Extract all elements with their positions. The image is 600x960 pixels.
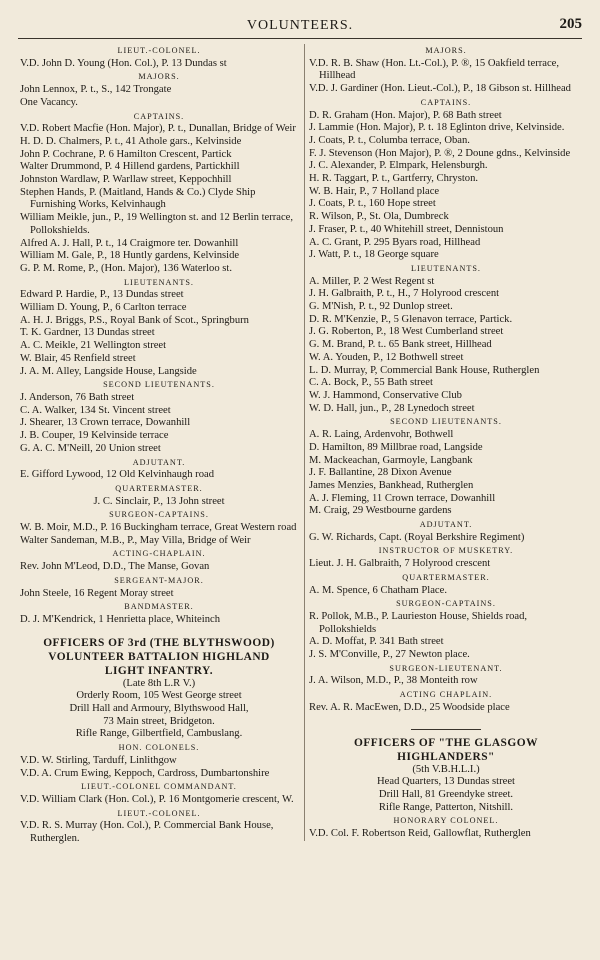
- directory-entry: J. B. Couper, 19 Kelvinside terrace: [20, 430, 169, 442]
- directory-entry: J. Coats, P. t., Columba terrace, Oban.: [309, 134, 470, 146]
- directory-entry: Rev. A. R. MacEwen, D.D., 25 Woodside place: [309, 701, 510, 713]
- directory-entry: J. S. M'Conville, P., 27 Newton place.: [309, 649, 470, 661]
- section-divider: [411, 729, 481, 730]
- directory-entry: Walter Sandeman, M.B., P., May Villa, Bridge of Weir: [20, 534, 251, 546]
- directory-entry: W. B. Hair, P., 7 Holland place: [309, 185, 440, 197]
- entry-list: [20, 794, 298, 807]
- directory-entry: H. D. D. Chalmers, P. t., 41 Athole gars., Kelvinside: [20, 135, 242, 147]
- section-heading: ADJUTANT.: [132, 457, 186, 467]
- directory-entry: V.D. W. Stirling, Tarduff, Linlithgow: [20, 754, 177, 766]
- directory-entry: J. G. Roberton, P., 18 West Cumberland street: [309, 326, 504, 338]
- directory-entry: A. D. Moffat, P. 341 Bath street: [309, 636, 444, 648]
- directory-entry: J. A. M. Alley, Langside House, Langside: [20, 365, 197, 377]
- directory-entry: G. P. M. Rome, P., (Hon. Major), 136 Waterloo st.: [20, 262, 232, 274]
- section-heading: SERGEANT-MAJOR.: [114, 575, 204, 585]
- entry-list: [309, 58, 583, 96]
- directory-entry: V.D. J. Gardiner (Hon. Lieut.-Col.), P., 18 Gibson st. Hillhead: [309, 83, 571, 95]
- directory-entry: VOLUNTEER BATTALION HIGHLAND: [48, 650, 270, 663]
- section-heading: QUARTERMASTER.: [402, 572, 490, 582]
- entry-list: [20, 614, 298, 627]
- directory-entry: G. W. Richards, Capt. (Royal Berkshire Regiment): [309, 531, 525, 543]
- directory-entry: LIGHT INFANTRY.: [104, 664, 214, 677]
- directory-entry: V.D. R. S. Murray (Hon. Col.), P. Commercial Bank House, Rutherglen.: [20, 820, 274, 845]
- entry-list: [20, 289, 298, 378]
- section-heading: LIEUTENANTS.: [411, 263, 481, 273]
- directory-entry: A. R. Laing, Ardenvohr, Bothwell: [309, 429, 454, 441]
- section-heading: ACTING CHAPLAIN.: [399, 690, 493, 700]
- directory-entry: John Steele, 16 Regent Moray street: [20, 587, 174, 599]
- directory-entry: A. Miller, P. 2 West Regent st: [309, 275, 435, 287]
- directory-entry: Drill Hall, 81 Greendyke street.: [378, 788, 514, 800]
- entry-list: [309, 675, 583, 688]
- directory-entry: One Vacancy.: [20, 96, 78, 108]
- directory-entry: J. Lammie (Hon. Major), P. t. 18 Eglinton drive, Kelvinside.: [309, 122, 565, 134]
- directory-entry: J. Shearer, 13 Crown terrace, Dowanhill: [20, 417, 191, 429]
- entry-list: [20, 469, 298, 482]
- battalion-title: [20, 636, 298, 678]
- directory-entry: W. Blair, 45 Renfield street: [20, 352, 136, 364]
- entry-list: [20, 636, 298, 678]
- directory-entry: H. R. Taggart, P. t., Gartferry, Chryston.: [309, 173, 479, 185]
- section-heading: LIEUT.-COLONEL COMMANDANT.: [81, 782, 237, 792]
- directory-entry: John Lennox, P. t., S., 142 Trongate: [20, 84, 172, 96]
- section-heading: LIEUTENANTS.: [124, 277, 194, 287]
- section-heading: INSTRUCTOR OF MUSKETRY.: [378, 546, 514, 556]
- directory-entry: J. A. Wilson, M.D., P., 38 Monteith row: [309, 675, 478, 687]
- section-heading: CAPTAINS.: [133, 111, 185, 121]
- directory-entry: OFFICERS OF 3rd (THE BLYTHSWOOD): [43, 636, 275, 649]
- directory-entry: J. F. Ballantine, 28 Dixon Avenue: [309, 467, 452, 479]
- entry-list: [20, 678, 298, 742]
- section-heading: MAJORS.: [138, 72, 180, 82]
- directory-entry: J. Coats, P. t., 160 Hope street: [309, 198, 436, 210]
- section-heading: LIEUT.-COLONEL.: [117, 46, 201, 55]
- entry-list: [20, 588, 298, 601]
- entry-list: [20, 820, 298, 845]
- running-title: VOLUNTEERS.: [246, 18, 354, 33]
- directory-entry: Stephen Hands, P. (Maitland, Hands & Co.) Clyde Ship Furnishing Works, Kelvinhaugh: [20, 186, 256, 211]
- directory-entry: (5th V.B.H.L.I.): [412, 763, 480, 775]
- directory-entry: T. K. Gardner, 13 Dundas street: [20, 327, 155, 339]
- entry-list: [309, 611, 583, 662]
- section-heading: CAPTAINS.: [420, 97, 472, 107]
- entry-list: [20, 496, 298, 509]
- entry-list: [309, 736, 583, 764]
- directory-entry: William Meikle, jun., P., 19 Wellington st. and 12 Berlin terrace, Pollokshields.: [20, 212, 294, 236]
- directory-entry: Johnston Wardlaw, P. Warllaw street, Keppochhill: [20, 174, 232, 186]
- directory-entry: W. D. Hall, jun., P., 28 Lynedoch street: [309, 402, 475, 414]
- directory-entry: D. J. M'Kendrick, 1 Henrietta place, Whiteinch: [20, 613, 220, 625]
- page-number: 205: [559, 16, 582, 32]
- entry-list: [309, 828, 583, 841]
- entry-list: [20, 58, 298, 71]
- section-heading: ACTING-CHAPLAIN.: [112, 549, 206, 559]
- directory-entry: 73 Main street, Bridgeton.: [103, 715, 215, 727]
- directory-entry: M. Craig, 29 Westbourne gardens: [309, 505, 452, 517]
- entry-list: [309, 110, 583, 262]
- page-header: [18, 14, 582, 39]
- directory-entry: John P. Cochrane, P. 6 Hamilton Crescent, Partick: [20, 148, 232, 160]
- directory-entry: G. M'Nish, P. t., 92 Dunlop street.: [309, 301, 453, 313]
- entry-list: [20, 755, 298, 780]
- directory-entry: R. Pollok, M.B., P. Laurieston House, Shields road, Pollokshields: [309, 610, 528, 635]
- section-heading: SECOND LIEUTENANTS.: [103, 380, 215, 390]
- directory-entry: Rifle Range, Patterton, Nitshill.: [378, 801, 514, 813]
- directory-entry: D. Hamilton, 89 Millbrae road, Langside: [309, 441, 483, 453]
- section-heading: ADJUTANT.: [419, 520, 473, 530]
- directory-entry: William D. Young, P., 6 Carlton terrace: [20, 302, 187, 314]
- left-column: [20, 44, 298, 846]
- highlanders-title: [309, 736, 583, 764]
- entry-list: [20, 392, 298, 456]
- directory-entry: W. A. Youden, P., 12 Bothwell street: [309, 351, 464, 363]
- directory-entry: R. Wilson, P., St. Ola, Dumbreck: [309, 211, 449, 223]
- directory-entry: V.D. William Clark (Hon. Col.), P. 16 Montgomerie crescent, W.: [20, 793, 294, 805]
- directory-entry: F. J. Stevenson (Hon Major), P. ®, 2 Doune gdns., Kelvinside: [309, 147, 571, 159]
- section-heading: SURGEON-CAPTAINS.: [109, 510, 209, 520]
- directory-entry: G. M. Brand, P. t.. 65 Bank street, Hillhead: [309, 339, 492, 351]
- directory-entry: J. Anderson, 76 Bath street: [20, 391, 135, 403]
- directory-entry: A. J. Fleming, 11 Crown terrace, Dowanhill: [309, 492, 496, 504]
- directory-entry: D. R. M'Kenzie, P., 5 Glenavon terrace, Partick.: [309, 313, 513, 325]
- directory-entry: Rifle Range, Gilbertfield, Cambuslang.: [75, 728, 243, 740]
- directory-entry: J. Fraser, P. t., 40 Whitehill street, Dennistoun: [309, 223, 504, 235]
- entry-list: [309, 585, 583, 598]
- directory-entry: Edward P. Hardie, P., 13 Dundas street: [20, 289, 184, 301]
- entry-list: [309, 558, 583, 571]
- directory-entry: Orderly Room, 105 West George street: [76, 690, 242, 702]
- section-heading: HONORARY COLONEL.: [393, 816, 499, 826]
- directory-entry: Walter Drummond, P. 4 Hillend gardens, Partickhill: [20, 161, 240, 173]
- directory-entry: D. R. Graham (Hon. Major), P. 68 Bath street: [309, 109, 502, 121]
- section-heading: SECOND LIEUTENANTS.: [390, 417, 502, 427]
- entry-list: [309, 764, 583, 815]
- section-heading: LIEUT.-COLONEL.: [117, 808, 201, 818]
- directory-entry: A. M. Spence, 6 Chatham Place.: [309, 584, 447, 596]
- entry-list: [309, 429, 583, 518]
- directory-entry: J. C. Alexander, P. Elmpark, Helensburgh.: [309, 160, 488, 172]
- entry-list: [20, 561, 298, 574]
- section-heading: BANDMASTER.: [124, 602, 194, 612]
- directory-entry: Rev. John M'Leod, D.D., The Manse, Govan: [20, 561, 210, 573]
- section-heading: SURGEON-LIEUTENANT.: [389, 663, 503, 673]
- directory-entry: Alfred A. J. Hall, P. t., 14 Craigmore ter. Dowanhill: [20, 237, 239, 249]
- directory-entry: V.D. John D. Young (Hon. Col.), P. 13 Dundas st: [20, 57, 227, 69]
- directory-entry: J. H. Galbraith, P. t., H., 7 Holyrood crescent: [309, 288, 500, 300]
- directory-entry: W. J. Hammond, Conservative Club: [309, 389, 462, 401]
- directory-entry: G. A. C. M'Neill, 20 Union street: [20, 442, 161, 454]
- directory-entry: V.D. Col. F. Robertson Reid, Gallowflat, Rutherglen: [309, 828, 531, 840]
- directory-entry: L. D. Murray, P, Commercial Bank House, Rutherglen: [309, 364, 540, 376]
- directory-entry: (Late 8th L.R V.): [122, 677, 196, 689]
- directory-entry: E. Gifford Lywood, 12 Old Kelvinhaugh road: [20, 469, 214, 481]
- directory-entry: C. A. Bock, P., 55 Bath street: [309, 377, 433, 389]
- directory-entry: OFFICERS OF "THE GLASGOW: [353, 736, 539, 749]
- right-column: [304, 44, 583, 841]
- directory-entry: J. C. Sinclair, P., 13 John street: [93, 495, 225, 507]
- section-heading: HON. COLONELS.: [118, 743, 200, 753]
- entry-list: [20, 84, 298, 109]
- entry-list: [20, 123, 298, 275]
- directory-entry: Drill Hall and Armoury, Blythswood Hall,: [69, 703, 249, 715]
- entry-list: [309, 532, 583, 545]
- section-heading: MAJORS.: [425, 46, 467, 55]
- directory-entry: V.D. A. Crum Ewing, Keppoch, Cardross, Dumbartonshire: [20, 767, 270, 779]
- directory-entry: HIGHLANDERS": [397, 750, 495, 763]
- section-heading: QUARTERMASTER.: [115, 483, 203, 493]
- directory-entry: A. H. J. Briggs, P.S., Royal Bank of Scot., Springburn: [20, 314, 249, 326]
- directory-entry: V.D. R. B. Shaw (Hon. Lt.-Col.), P. ®, 15 Oakfield terrace, Hillhead: [309, 57, 560, 82]
- directory-entry: A. C. Grant, P. 295 Byars road, Hillhead: [309, 236, 481, 248]
- directory-entry: James Menzies, Bankhead, Rutherglen: [309, 479, 474, 491]
- directory-entry: A. C. Meikle, 21 Wellington street: [20, 340, 167, 352]
- entry-list: [309, 276, 583, 416]
- directory-entry: M. Mackeachan, Garmoyle, Langbank: [309, 454, 473, 466]
- directory-entry: C. A. Walker, 134 St. Vincent street: [20, 404, 171, 416]
- directory-entry: W. B. Moir, M.D., P. 16 Buckingham terrace, Great Western road: [20, 522, 297, 534]
- directory-entry: Head Quarters, 13 Dundas street: [377, 776, 515, 788]
- entry-list: [309, 702, 583, 715]
- directory-entry: V.D. Robert Macfie (Hon. Major), P. t., Dunallan, Bridge of Weir: [20, 123, 296, 135]
- directory-entry: William M. Gale, P., 18 Huntly gardens, Kelvinside: [20, 250, 240, 262]
- directory-entry: Lieut. J. H. Galbraith, 7 Holyrood crescent: [309, 558, 491, 570]
- section-heading: SURGEON-CAPTAINS.: [396, 599, 496, 609]
- directory-entry: J. Watt, P. t., 18 George square: [309, 249, 439, 261]
- entry-list: [20, 522, 298, 547]
